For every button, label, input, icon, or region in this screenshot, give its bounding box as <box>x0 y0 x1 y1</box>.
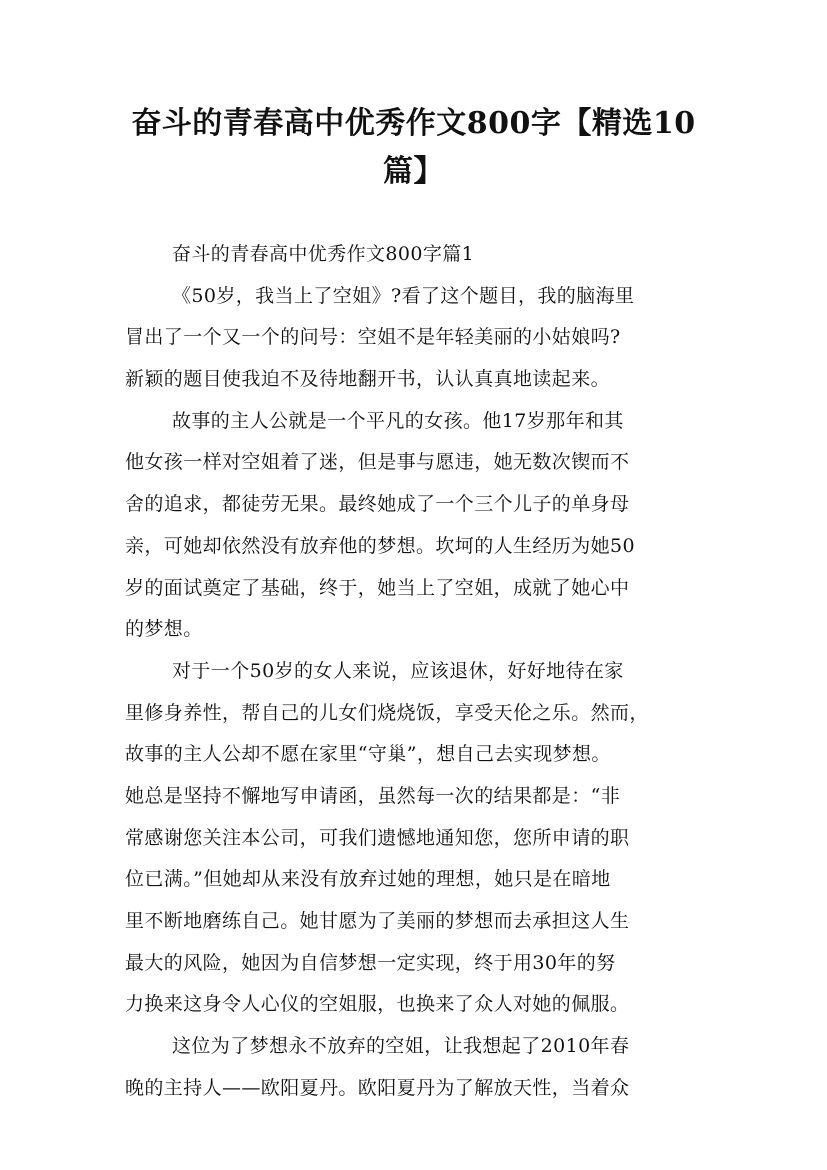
paragraph-3-line-8: 最大的风险，她因为自信梦想一定实现，终于用30年的努 <box>125 951 616 974</box>
title-line-1: 奋斗的青春高中优秀作文800字【精选10 <box>131 106 696 141</box>
paragraph-2-line-6: 的梦想。 <box>125 618 203 641</box>
paragraph-3-line-7: 里不断地磨练自己。她甘愿为了美丽的梦想而去承担这人生 <box>125 910 630 932</box>
paragraph-1-line-1: 《50岁，我当上了空姐》?看了这个题目，我的脑海里 <box>172 284 635 307</box>
article-body <box>125 234 705 1109</box>
title-line-2: 篇】 <box>383 154 444 189</box>
paragraph-2-line-2: 他女孩一样对空姐着了迷，但是事与愿违，她无数次锲而不 <box>125 451 630 474</box>
paragraph-2-line-4: 亲，可她却依然没有放弃他的梦想。坎坷的人生经历为她50 <box>125 534 635 557</box>
paragraph-3-line-9: 力换来这身令人心仪的空姐服，也换来了众人对她的佩服。 <box>125 993 630 1016</box>
paragraph-1-line-2: 冒出了一个又一个的问号：空姐不是年轻美丽的小姑娘吗? <box>125 326 621 349</box>
section-heading: 奋斗的青春高中优秀作文800字篇1 <box>172 243 475 265</box>
document-title <box>115 100 712 196</box>
paragraph-3-line-4: 她总是坚持不懈地写申请函，虽然每一次的结果都是：“非 <box>125 784 621 807</box>
paragraph-3-line-1: 对于一个50岁的女人来说，应该退休，好好地待在家 <box>172 659 624 682</box>
paragraph-2-line-5: 岁的面试奠定了基础，终于，她当上了空姐，成就了她心中 <box>125 576 630 599</box>
paragraph-2-line-3: 舍的追求，都徒劳无果。最终她成了一个三个儿子的单身母 <box>125 493 630 516</box>
paragraph-4-line-1: 这位为了梦想永不放弃的空姐，让我想起了2010年春 <box>172 1035 630 1058</box>
paragraph-3-line-3: 故事的主人公却不愿在家里“守巢”，想自己去实现梦想。 <box>125 743 611 766</box>
paragraph-3-line-6: 位已满。”但她却从来没有放弃过她的理想，她只是在暗地 <box>125 868 611 891</box>
paragraph-3-line-2: 里修身养性，帮自己的儿女们烧烧饭，享受天伦之乐。然而， <box>125 701 649 724</box>
paragraph-1-line-3: 新颖的题目使我迫不及待地翻开书，认认真真地读起来。 <box>125 368 611 391</box>
paragraph-4-line-2: 晚的主持人——欧阳夏丹。欧阳夏丹为了解放天性，当着众 <box>125 1076 630 1099</box>
paragraph-3-line-5: 常感谢您关注本公司，可我们遗憾地通知您，您所申请的职 <box>125 826 630 849</box>
paragraph-2-line-1: 故事的主人公就是一个平凡的女孩。他17岁那年和其 <box>172 409 624 432</box>
